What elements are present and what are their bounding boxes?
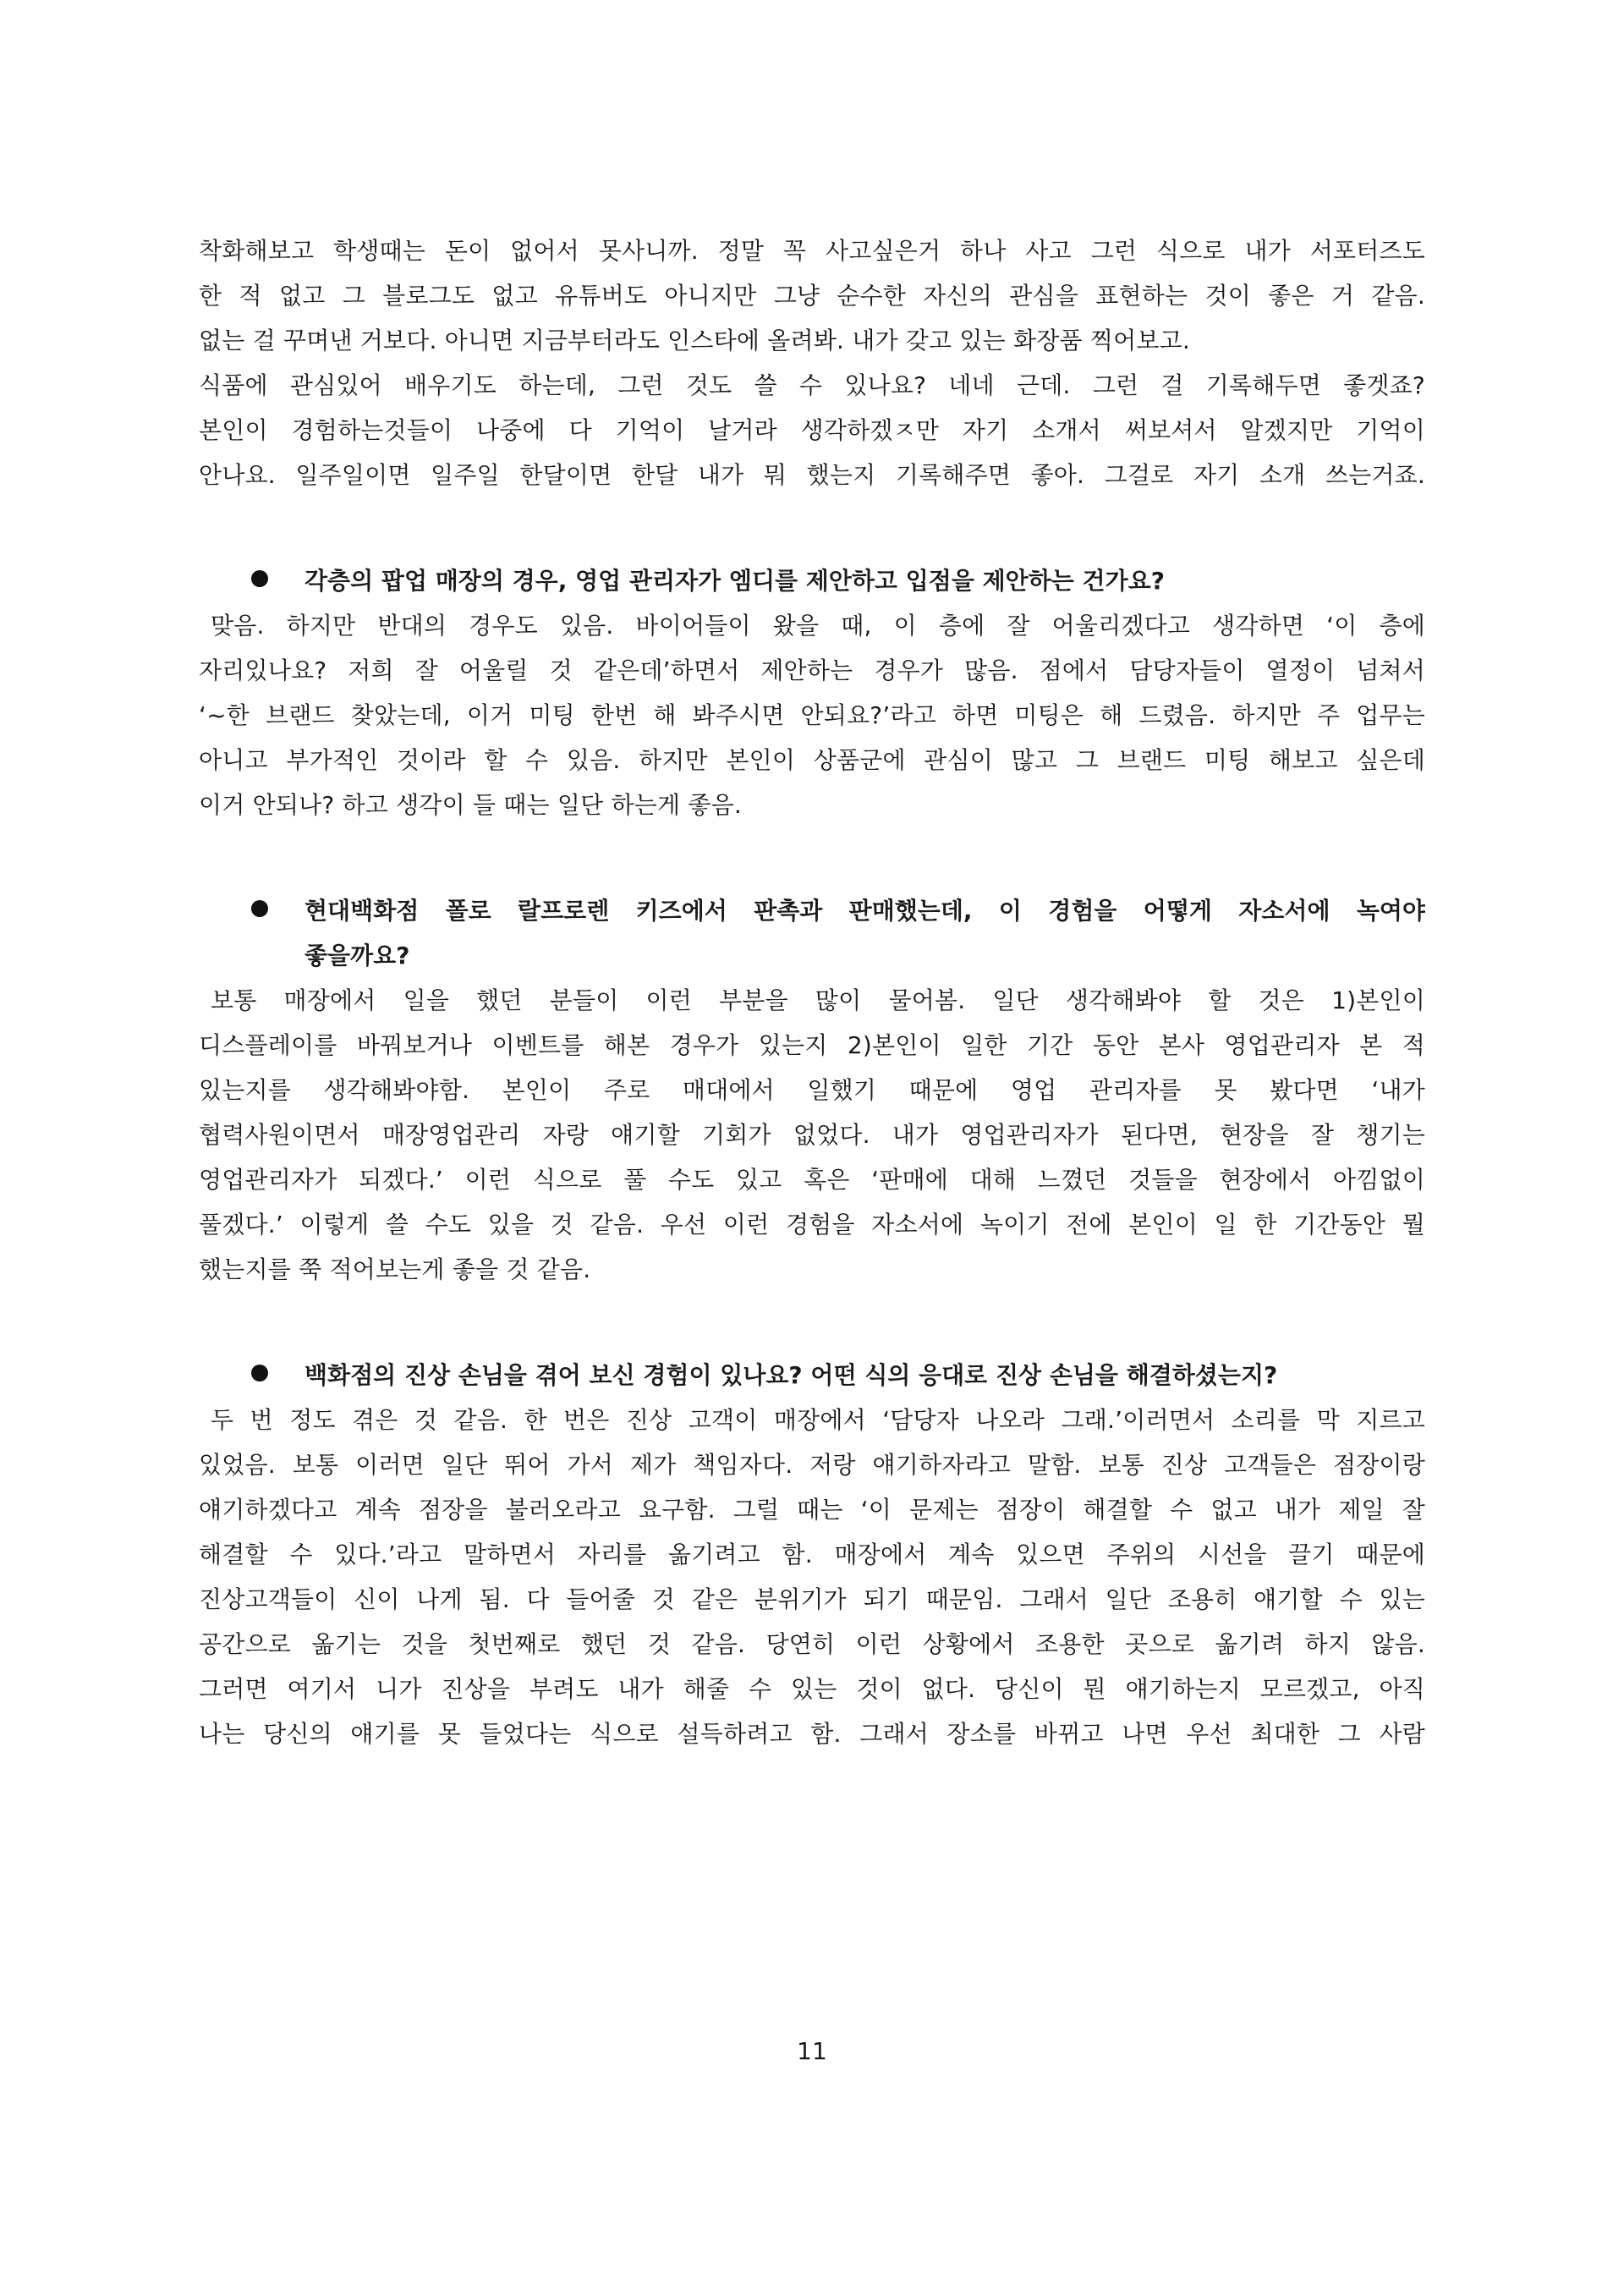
text-line: 풀겠다.’ 이렇게 쓸 수도 있을 것 같음. 우선 이런 경험을 자소서에 녹이기 전에 본인이 일 한 기간동안 뭘 — [199, 1211, 1425, 1239]
text-line: 한 적 없고 그 블로그도 없고 유튜버도 아니지만 그냥 순수한 자신의 관심을 표현하는 것이 좋은 거 같음. — [199, 282, 1425, 310]
answer-paragraph — [199, 603, 1425, 827]
page-number: 11 — [797, 2037, 827, 2065]
text-line: 나는 당신의 얘기를 못 들었다는 식으로 설득하려고 함. 그래서 장소를 바뀌고 나면 우선 최대한 그 사람 — [199, 1720, 1425, 1748]
bullet-icon — [251, 900, 268, 917]
text-line: 없는 걸 꾸며낸 거보다. 아니면 지금부터라도 인스타에 올려봐. 내가 갖고 있는 화장품 찍어보고. — [199, 327, 1190, 354]
question-text: 좋을까요? — [304, 942, 410, 969]
question-item — [199, 1353, 1425, 1398]
intro-paragraph — [199, 228, 1425, 497]
text-line: 이거 안되나? 하고 생각이 들 때는 일단 하는게 좋음. — [199, 791, 742, 819]
question-text: 각층의 팝업 매장의 경우, 영업 관리자가 엠디를 제안하고 입점을 제안하는 건가요? — [304, 567, 1165, 595]
text-line: 본인이 경험하는것들이 나중에 다 기억이 날거라 생각하겠ㅈ만 자기 소개서 써보셔서 알겠지만 기억이 — [199, 416, 1425, 444]
text-line: 협력사원이면서 매장영업관리 자랑 얘기할 기회가 없었다. 내가 영업관리자가 된다면, 현장을 잘 챙기는 — [199, 1121, 1425, 1149]
text-line: 자리있나요? 저희 잘 어울릴 것 같은데’하면서 제안하는 경우가 많음. 점에서 담당자들이 열정이 넘쳐서 — [199, 656, 1425, 684]
text-line: 아니고 부가적인 것이라 할 수 있음. 하지만 본인이 상품군에 관심이 많고 그 브랜드 미팅 해보고 싶은데 — [199, 746, 1425, 774]
text-line: 디스플레이를 바꿔보거나 이벤트를 해본 경우가 있는지 2)본인이 일한 기간 동안 본사 영업관리자 본 적 — [199, 1031, 1425, 1059]
question-text: 현대백화점 폴로 랄프로렌 키즈에서 판촉과 판매했는데, 이 경험을 어떻게 자소서에 녹여야 — [304, 897, 1425, 925]
text-line: 맞음. 하지만 반대의 경우도 있음. 바이어들이 왔을 때, 이 층에 잘 어울리겠다고 생각하면 ‘이 층에 — [211, 612, 1425, 640]
text-line: 두 번 정도 겪은 것 같음. 한 번은 진상 고객이 매장에서 ‘담당자 나오라 그래.’이러면서 소리를 막 지르고 — [211, 1406, 1425, 1434]
answer-paragraph — [199, 1398, 1425, 1756]
text-line: 했는지를 쭉 적어보는게 좋을 것 같음. — [199, 1255, 591, 1283]
text-line: 안나요. 일주일이면 일주일 한달이면 한달 내가 뭐 했는지 기록해주면 좋아. 그걸로 자기 소개 쓰는거죠. — [199, 461, 1425, 489]
bullet-icon — [251, 1365, 268, 1381]
text-line: 얘기하겠다고 계속 점장을 불러오라고 요구함. 그럴 때는 ‘이 문제는 점장이 해결할 수 없고 내가 제일 잘 — [199, 1496, 1425, 1524]
text-line: 착화해보고 학생때는 돈이 없어서 못사니까. 정말 꼭 사고싶은거 하나 사고 그런 식으로 내가 서포터즈도 — [199, 237, 1425, 265]
text-line: 진상고객들이 신이 나게 됨. 다 들어줄 것 같은 분위기가 되기 때문임. 그래서 일단 조용히 얘기할 수 있는 — [199, 1585, 1425, 1613]
page-content — [199, 228, 1425, 1756]
question-item — [199, 888, 1425, 978]
text-line: 그러면 여기서 니가 진상을 부려도 내가 해줄 수 있는 것이 없다. 당신이 뭔 얘기하는지 모르겠고, 아직 — [199, 1675, 1425, 1703]
text-line: 식품에 관심있어 배우기도 하는데, 그런 것도 쓸 수 있나요? 네네 근데. 그런 걸 기록해두면 좋겟죠? — [199, 371, 1425, 399]
text-line: 있었음. 보통 이러면 일단 뛰어 가서 제가 책임자다. 저랑 얘기하자라고 말함. 보통 진상 고객들은 점장이랑 — [199, 1451, 1425, 1479]
text-line: 해결할 수 있다.’라고 말하면서 자리를 옮기려고 함. 매장에서 계속 있으면 주위의 시선을 끌기 때문에 — [199, 1541, 1425, 1568]
bullet-icon — [251, 570, 268, 587]
text-line: 보통 매장에서 일을 했던 분들이 이런 부분을 많이 물어봄. 일단 생각해봐야 할 것은 1)본인이 — [211, 986, 1425, 1014]
text-line: 영업관리자가 되겠다.’ 이런 식으로 풀 수도 있고 혹은 ‘판매에 대해 느꼈던 것들을 현장에서 아낌없이 — [199, 1166, 1425, 1194]
question-item — [199, 558, 1425, 603]
text-line: 있는지를 생각해봐야함. 본인이 주로 매대에서 일했기 때문에 영업 관리자를 못 봤다면 ‘내가 — [199, 1076, 1425, 1104]
answer-paragraph — [199, 978, 1425, 1292]
text-line: 공간으로 옮기는 것을 첫번째로 했던 것 같음. 당연히 이런 상황에서 조용한 곳으로 옮기려 하지 않음. — [199, 1630, 1425, 1658]
text-line: ‘~한 브랜드 찾았는데, 이거 미팅 한번 해 봐주시면 안되요?’라고 하면 미팅은 해 드렸음. 하지만 주 업무는 — [199, 701, 1425, 729]
question-text: 백화점의 진상 손님을 겪어 보신 경험이 있나요? 어떤 식의 응대로 진상 손님을 해결하셨는지? — [304, 1361, 1278, 1389]
